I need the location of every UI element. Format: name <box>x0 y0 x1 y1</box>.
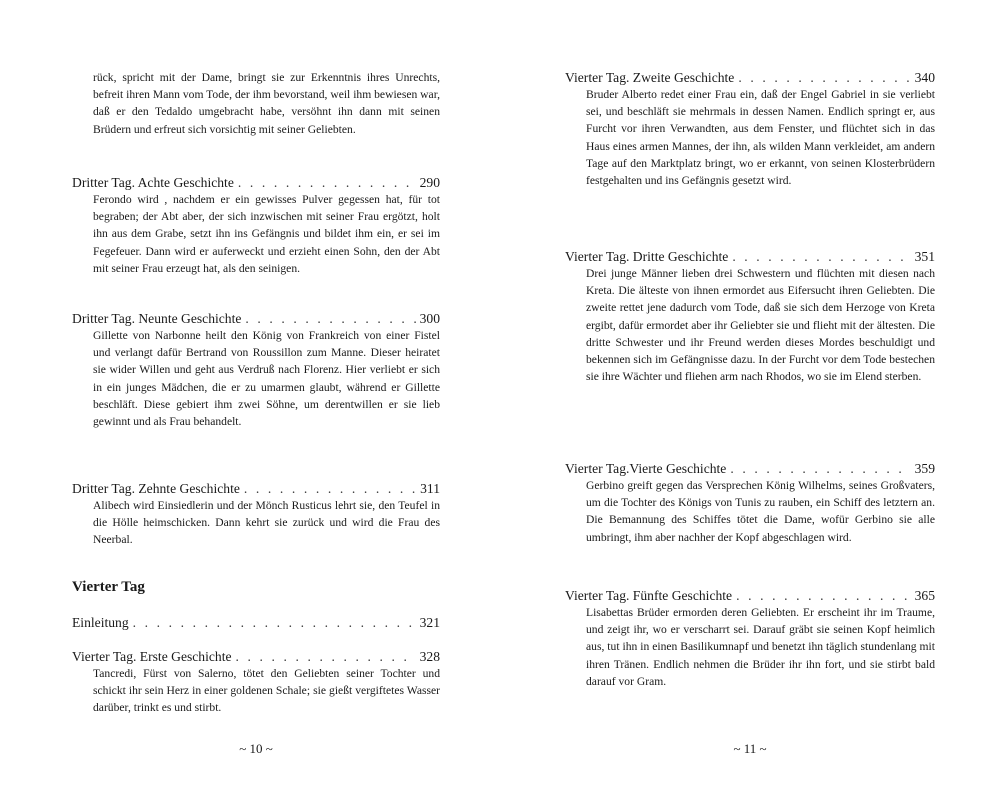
toc-entry-heading <box>565 248 935 265</box>
toc-page-number: 321 <box>419 615 440 630</box>
toc-page-number: 300 <box>419 311 440 326</box>
toc-entry-title: Vierter Tag. Zweite Geschichte <box>565 70 735 85</box>
toc-entry-title: Dritter Tag. Achte Geschichte <box>72 175 234 190</box>
toc-entry-title: Dritter Tag. Neunte Geschichte <box>72 311 242 326</box>
toc-entry-vierter-tag-zweite <box>565 69 935 189</box>
toc-entry-vierter-tag-dritte <box>565 248 935 385</box>
toc-entry-heading <box>565 460 935 477</box>
toc-entry-title: Einleitung <box>72 615 129 630</box>
dot-leader <box>738 69 910 86</box>
dot-leader <box>244 480 416 497</box>
toc-entry-vierter-tag-fuenfte <box>565 587 935 690</box>
section-title-vierter-tag: Vierter Tag <box>72 579 145 595</box>
toc-entry-title: Vierter Tag. Dritte Geschichte <box>565 249 729 264</box>
toc-entry-heading <box>72 648 440 665</box>
page-number-left: ~ 10 ~ <box>239 741 273 756</box>
continued-summary <box>72 69 440 138</box>
toc-entry-summary: Alibech wird Einsiedlerin und der Mönch Rusticus lehrt sie, den Teufel in die Hölle heimschicken. Dann kehrt sie zurück und wird die Frau des Neerbal. <box>93 499 440 547</box>
toc-page-number: 290 <box>419 175 440 190</box>
toc-page-number: 311 <box>420 481 440 496</box>
continued-summary-text: rück, spricht mit der Dame, bringt sie zur Erkenntnis ihres Unrechts, befreit ihren Mann vom Tode, der ihm bevorstand, weil ihm bewiesen war, daß er den Tedaldo umgebracht habe, versöhnt ihn dann mit seinen Brüdern und erfreut sich vorsichtig mit seiner Geliebten. <box>93 71 440 136</box>
toc-entry-summary: Lisabettas Brüder ermorden deren Geliebten. Er erscheint ihr im Traume, und zeigt ihr, wo er verscharrt sei. Darauf gräbt sie seinen Kopf heimlich aus, tut ihn in einen Basilikumnapf und benetzt ihn täglich stundenlang mit ihren Tränen. Endlich nehmen die Brüder ihr ihn fort, und sie stirbt bald darauf vor Gram. <box>586 606 935 688</box>
toc-page-number: 351 <box>914 249 935 264</box>
toc-page-number: 359 <box>914 461 935 476</box>
toc-entry-heading <box>565 587 935 604</box>
dot-leader <box>238 174 416 191</box>
toc-page-number: 328 <box>419 649 440 664</box>
toc-entry-heading <box>72 310 440 327</box>
toc-entry-vierter-tag-vierte <box>565 460 935 546</box>
toc-entry-dritter-tag-zehnte <box>72 480 440 549</box>
toc-entry-heading <box>72 480 440 497</box>
dot-leader <box>736 587 911 604</box>
dot-leader <box>730 460 910 477</box>
dot-leader <box>236 648 416 665</box>
toc-entry-title: Vierter Tag. Erste Geschichte <box>72 649 232 664</box>
toc-entry-summary: Ferondo wird , nachdem er ein gewisses Pulver gegessen hat, für tot begraben; der Abt aber, der sich inzwischen mit seiner Frau ergötzt, holt ihn aus dem Grabe, setzt ihn ins Gefängnis und bildet ihm ein, er sei im Fegefeuer. Dann wird er auferweckt und erzieht einen Sohn, den der Abt mit seiner Frau erzeugt hat, als den seinigen. <box>93 193 440 275</box>
toc-entry-dritter-tag-achte <box>72 174 440 277</box>
toc-page-number: 340 <box>914 70 935 85</box>
toc-entry-title: Vierter Tag. Fünfte Geschichte <box>565 588 733 603</box>
toc-entry-heading <box>565 69 935 86</box>
toc-entry-einleitung <box>72 614 440 631</box>
toc-entry-summary: Drei junge Männer lieben drei Schwestern und flüchten mit diesen nach Kreta. Die älteste von ihnen ermordet aus Eifersucht ihren Geliebten. Die zweite rettet jene dadurch vom Tode, daß sie sich dem Herzoge von Kreta ergibt, dafür ermordet aber ihr Geliebter sie und flieht mit der ältesten. Die dritte Schwester und ihr Freund werden dieses Mordes beschuldigt und bekennen sich im Gefängnisse dazu. In der Furcht vor dem Tode bestechen sie ihre Wächter und fliehen arm nach Rhodos, wo sie im Elend sterben. <box>586 267 935 384</box>
toc-entry-vierter-tag-erste <box>72 648 440 717</box>
dot-leader <box>133 614 416 631</box>
toc-entry-title: Vierter Tag.Vierte Geschichte <box>565 461 727 476</box>
toc-entry-summary: Tancredi, Fürst von Salerno, tötet den Geliebten seiner Tochter und schickt ihr sein Herz in einer goldenen Schale; sie gießt vergiftetes Wasser darüber, trinkt es und stirbt. <box>93 667 440 715</box>
toc-entry-summary: Gerbino greift gegen das Versprechen König Wilhelms, seines Großvaters, um die Tochter des Königs von Tunis zu rauben, ein Schiff des letztern an. Die Bemannung des Schiffes tötet die Dame, wofür Gerbino sie alle umbringt, ihm aber nachher der Kopf abgeschlagen wird. <box>586 479 935 544</box>
dot-leader <box>732 248 910 265</box>
page-number-right: ~ 11 ~ <box>733 741 767 756</box>
toc-entry-title: Dritter Tag. Zehnte Geschichte <box>72 481 240 496</box>
toc-page-number: 365 <box>914 588 935 603</box>
toc-entry-dritter-tag-neunte <box>72 310 440 430</box>
toc-entry-summary: Gillette von Narbonne heilt den König von Frankreich von einer Fistel und verlangt dafür Bertrand von Roussillon zum Manne. Dieser heiratet sie wider Willen und geht aus Verdruß nach Florenz. Hier verliebt er sich in ein junges Mädchen, die er zu umarmen glaubt, während er Gillette beschläft. Diese gebiert ihm zwei Söhne, um derentwillen er sie lieb gewinnt und als Frau behandelt. <box>93 329 440 429</box>
toc-entry-summary: Bruder Alberto redet einer Frau ein, daß der Engel Gabriel in sie verliebt sei, und beschläft sie mehrmals in dessen Namen. Endlich springt er, aus Furcht vor ihren Verwandten, aus dem Fenster, und flüchtet sich in das Haus eines armen Mannes, der ihn, als wilden Mann verkleidet, am andern Tage auf den Marktplatz bringt, wo er erkannt, von seinen Klosterbrüdern festgehalten und ins Gefängnis gesetzt wird. <box>586 88 935 188</box>
toc-entry-heading <box>72 614 440 631</box>
toc-entry-heading <box>72 174 440 191</box>
dot-leader <box>245 310 415 327</box>
